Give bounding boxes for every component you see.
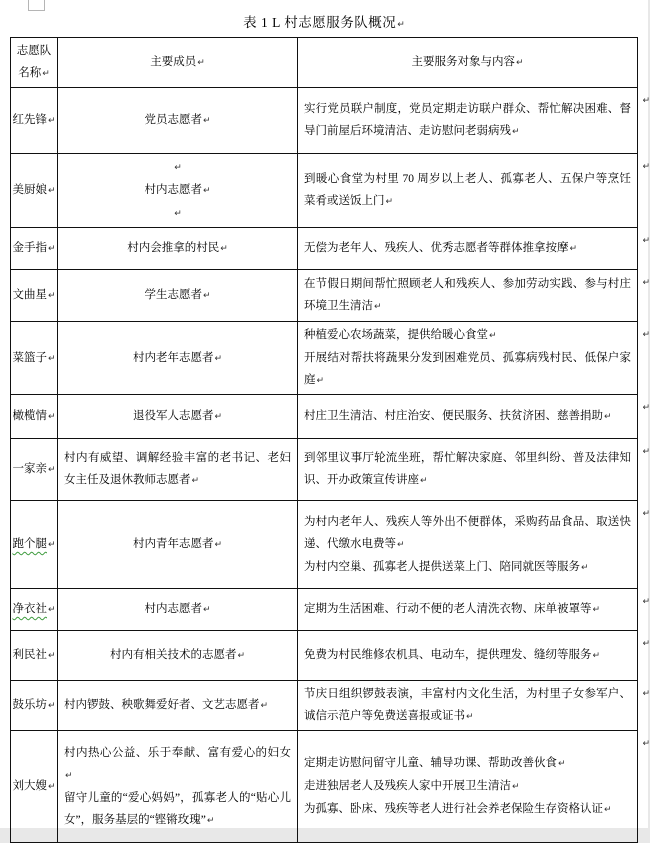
cell-paragraph: 村内锣鼓、秧歌舞爱好者、文艺志愿者↵ [64,699,269,711]
paragraph-mark-icon: ↵ [420,476,428,486]
team-name: 红先锋 [12,114,47,126]
row-end-mark-icon: ↵ [642,330,650,340]
cell-paragraph: 到邻里议事厅轮流坐班，帮忙解决家庭、邻里纠纷、普及法律知识、开办政策宣传讲座↵ [304,452,631,486]
paragraph-mark-icon: ↵ [202,186,211,196]
cell-paragraph: 村内老年志愿者↵ [132,351,223,364]
members-cell [58,88,298,154]
header-members: 主要成员↵ [58,38,298,88]
paragraph-mark-icon: ↵ [47,651,56,661]
services-cell [298,322,650,395]
table-row [11,88,638,154]
team-name-cell [11,395,58,439]
cell-paragraph: 无偿为老年人、残疾人、优秀志愿者等群体推拿按摩↵ [304,242,578,254]
header-team-name: 志愿队名称↵ [11,38,58,88]
paragraph-mark-icon: ↵ [604,805,612,815]
table-body [11,88,650,843]
paragraph-mark-icon: ↵ [316,376,325,386]
paragraph-mark-icon: ↵ [47,605,56,615]
cell-paragraph: 村庄卫生清洁、村庄治安、便民服务、扶贫济困、慈善捐助↵ [304,410,612,422]
paragraph-mark-icon: ↵ [385,197,394,207]
team-name-cell [11,88,58,154]
volunteer-teams-table [10,37,650,843]
cell-paragraph: 村内青年志愿者↵ [132,538,223,550]
table-row [11,589,638,631]
row-end-mark-icon: ↵ [642,689,650,699]
table-row [11,322,638,395]
paragraph-mark-icon: ↵ [466,712,474,722]
paragraph-mark-icon: ↵ [397,20,405,30]
table-title [0,11,648,31]
paragraph-mark-icon: ↵ [202,291,211,301]
team-name: 跑个腿 [12,538,47,550]
paragraph-mark-icon: ↵ [214,353,223,364]
table-row [11,154,638,228]
team-name: 刘大嫂 [12,780,47,792]
table-row [11,501,638,589]
paragraph-mark-icon: ↵ [174,163,182,173]
cell-paragraph: 实行党员联户制度，党员定期走访联户群众、帮忙解决困难、督导门前屋后环境清洁、走访慰问老弱病残↵ [304,103,631,137]
cell-paragraph: 种植爱心农场蔬菜，提供给暖心食堂↵ [304,329,497,341]
team-name-cell [11,228,58,270]
team-name-cell [11,154,58,228]
row-end-mark-icon: ↵ [642,739,650,749]
row-end-mark-icon: ↵ [642,597,650,607]
team-name-cell [11,681,58,731]
cell-paragraph: 为孤寡、卧床、残疾等老人进行社会养老保险生存资格认证↵ [304,803,612,815]
members-cell [58,154,298,228]
services-cell [298,731,650,843]
paragraph-mark-icon: ↵ [47,701,56,711]
services-cell [298,395,650,439]
members-cell [58,501,298,589]
table-row [11,439,638,501]
cell-paragraph: 免费为村民维修农机具、电动车，提供理发、缝纫等服务↵ [304,649,601,661]
paragraph-mark-icon: ↵ [47,291,56,301]
paragraph-mark-icon: ↵ [214,412,223,422]
team-name: 净衣社 [12,603,47,615]
paragraph-mark-icon: ↵ [374,302,382,312]
table-row [11,228,638,270]
paragraph-mark-icon: ↵ [220,244,228,254]
paragraph-mark-icon: ↵ [174,209,182,219]
services-cell [298,439,650,501]
paragraph-mark-icon: ↵ [206,815,215,826]
row-end-mark-icon: ↵ [642,278,650,288]
table-row [11,731,638,843]
table-title-text: 表 1 L 村志愿服务队概况 [243,15,397,30]
services-cell [298,501,650,589]
services-cell [298,154,650,228]
paragraph-mark-icon: ↵ [237,651,246,661]
team-name-cell [11,439,58,501]
paragraph-mark-icon: ↵ [47,186,56,196]
table-row [11,270,638,322]
row-end-mark-icon: ↵ [642,509,650,519]
paragraph-mark-icon: ↵ [214,540,223,550]
services-cell [298,228,650,270]
services-cell [298,88,650,154]
team-name-cell [11,731,58,843]
services-cell [298,270,650,322]
cell-paragraph: 村内有威望、调解经验丰富的老书记、老妇女主任及退休教师志愿者↵ [64,452,291,486]
cell-paragraph: 节庆日组织锣鼓表演，丰富村内文化生活，为村里子女参军户、诚信示范户等免费送喜报或证书↵ [304,688,631,722]
cell-paragraph: 村内志愿者↵ [144,184,211,196]
row-end-mark-icon: ↵ [642,403,650,413]
row-end-mark-icon: ↵ [642,96,650,106]
cell-paragraph: 开展结对帮扶将蔬果分发到困难党员、孤寡病残村民、低保户家庭↵ [304,352,631,386]
services-cell [298,681,650,731]
paragraph-mark-icon: ↵ [489,331,497,341]
members-cell [58,589,298,631]
team-name-cell [11,631,58,681]
paragraph-mark-icon: ↵ [581,562,589,573]
cell-paragraph [64,202,291,225]
cell-paragraph: 党员志愿者↵ [144,114,211,126]
paragraph-mark-icon: ↵ [47,465,56,475]
paragraph-mark-icon: ↵ [512,127,520,137]
cell-paragraph: 定期为生活困难、行动不便的老人清洗衣物、床单被罩等↵ [304,603,601,615]
paragraph-mark-icon: ↵ [202,605,211,615]
header-services: 主要服务对象与内容↵ [298,38,638,88]
team-name: 文曲星 [12,289,47,301]
team-name-cell [11,589,58,631]
paragraph-mark-icon: ↵ [47,782,56,792]
members-cell [58,439,298,501]
cell-paragraph: 村内志愿者↵ [144,603,211,615]
services-cell [298,631,650,681]
cell-paragraph: 走进独居老人及残疾人家中开展卫生清洁↵ [304,780,520,792]
paragraph-mark-icon: ↵ [515,58,524,68]
paragraph-mark-icon: ↵ [42,69,50,79]
cell-paragraph: 在节假日期间帮忙照顾老人和残疾人、参加劳动实践、参与村庄环境卫生清洁↵ [304,278,631,312]
paragraph-mark-icon: ↵ [191,476,200,486]
cell-paragraph: 村内热心公益、乐于奉献、富有爱心的妇女↵ [64,746,291,781]
paragraph-mark-icon: ↵ [592,605,601,615]
row-end-mark-icon: ↵ [642,639,650,649]
cell-paragraph: 村内会推拿的村民↵ [127,242,228,254]
paragraph-mark-icon: ↵ [47,540,56,550]
table-header [11,38,638,88]
paragraph-mark-icon: ↵ [47,412,56,422]
members-cell [58,270,298,322]
paragraph-mark-icon: ↵ [202,116,211,126]
table-row [11,681,638,731]
table-row [11,631,638,681]
paragraph-mark-icon: ↵ [569,244,578,254]
cell-paragraph: 退役军人志愿者↵ [132,410,223,422]
members-cell [58,322,298,395]
paragraph-mark-icon: ↵ [260,701,269,711]
services-cell [298,589,650,631]
paragraph-mark-icon: ↵ [65,770,73,781]
team-name: 美厨娘 [12,184,47,196]
team-name: 橄榄情 [12,410,47,422]
paragraph-mark-icon: ↵ [592,651,601,661]
row-end-mark-icon: ↵ [642,447,650,457]
members-cell [58,228,298,270]
cell-paragraph: 村内有相关技术的志愿者↵ [109,649,246,661]
team-name-cell [11,270,58,322]
cell-paragraph: 到暖心食堂为村里 70 周岁以上老人、孤寡老人、五保户等烹饪菜肴或送饭上门↵ [304,173,631,207]
cell-paragraph: 为村内老年人、残疾人等外出不便群体，采购药品食品、取送快递、代缴水电费等↵ [304,515,631,550]
cell-paragraph: 为村内空巢、孤寡老人提供送菜上门、陪同就医等服务↵ [304,560,589,573]
paragraph-mark-icon: ↵ [197,58,205,68]
paragraph-mark-icon: ↵ [47,116,56,126]
table-row [11,395,638,439]
members-cell [58,631,298,681]
team-name: 利民社 [12,649,47,661]
paragraph-mark-icon: ↵ [397,539,405,550]
paragraph-mark-icon: ↵ [512,782,520,792]
page-margin-mark [28,0,45,11]
members-cell [58,395,298,439]
header-row [11,38,638,88]
members-cell [58,731,298,843]
paragraph-mark-icon: ↵ [558,759,566,769]
team-name-cell [11,322,58,395]
paragraph-mark-icon: ↵ [604,412,612,422]
team-name: 金手指 [12,242,47,254]
team-name: 鼓乐坊 [12,699,47,711]
paragraph-mark-icon: ↵ [47,353,56,364]
row-end-mark-icon: ↵ [642,162,650,172]
row-end-mark-icon: ↵ [642,236,650,246]
cell-paragraph [64,156,291,179]
paragraph-mark-icon: ↵ [47,244,56,254]
cell-paragraph: 留守儿童的“爱心妈妈”，孤寡老人的“贴心儿女”，服务基层的“铿锵玫瑰”↵ [64,791,291,826]
cell-paragraph: 定期走访慰问留守儿童、辅导功课、帮助改善伙食↵ [304,757,566,769]
cell-paragraph: 学生志愿者↵ [144,289,211,301]
team-name: 菜篮子 [12,351,47,364]
members-cell [58,681,298,731]
team-name: 一家亲 [12,463,47,475]
team-name-cell [11,501,58,589]
